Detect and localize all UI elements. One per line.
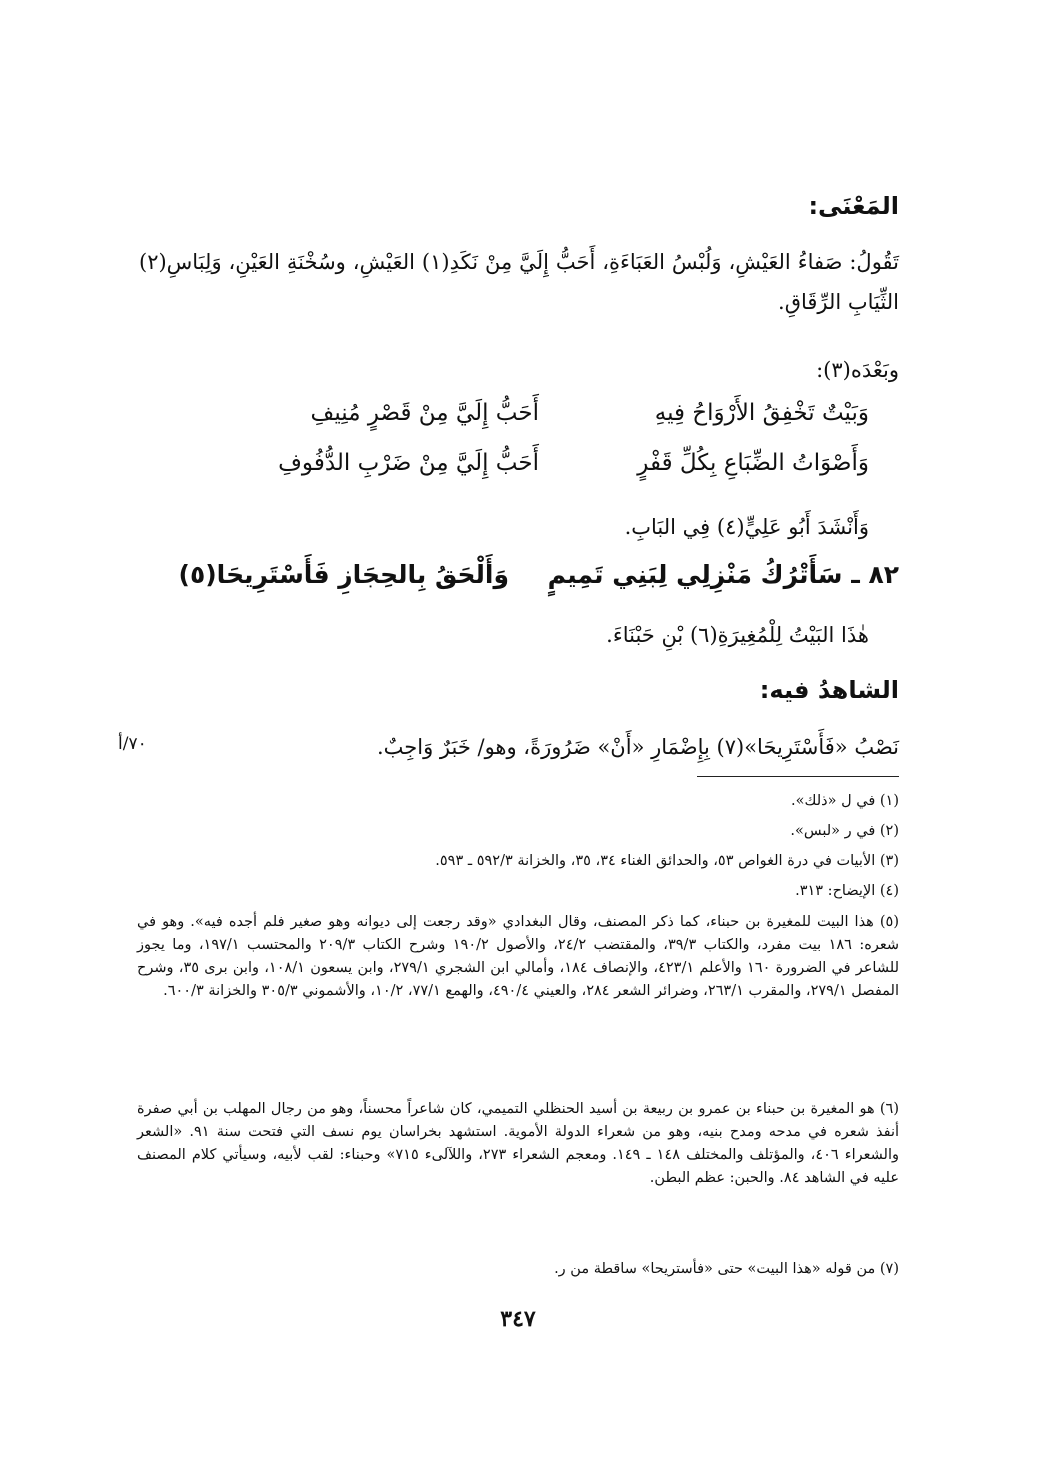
footnote-2: (٢) في ر «لبس». <box>790 823 899 839</box>
footnote-5: (٥) هذا البيت للمغيرة بن حبناء، كما ذكر المصنف، وقال البغدادي «وقد رجعت إلى ديوانه وهو صغير فلم أجده فيه». وهو في شعره: ١٨٦ بيت مفرد، والكتاب ٣٩/٣، والمقتضب ٢٤/٢، والأصول ١٩٠/٢ وشرح الكتاب ٢٠٩/٣ والمحتسب ١٩٧/١، وما يجوز للشاعر في الضرورة ١٦٠ والأعلم ٤٢٣/١، والإنصاف ١٨٤، وأمالي ابن الشجري ٢٧٩/١، وابن يسعون ١٠٨/١، وابن برى ٣٥، وشرح المفصل ٢٧٩/١، والمقرب ٢٦٣/١، وضرائر الشعر ٢٨٤، والعيني ٤٩٠/٤، والهمع ٧٧/١، ١٠/٢، والأشموني ٣٠٥/٣ والخزانة ٦٠٠/٣. <box>137 914 900 999</box>
footnote-6: (٦) هو المغيرة بن حبناء بن عمرو بن ربيعة بن أسيد الحنظلي التميمي، كان شاعراً محسناً، وهو من رجال المهلب بن أبي صفرة أنفذ شعره في مدحه ومدح بنيه، وهو من شعراء الدولة الأموية. استشهد بخراسان يوم نسف التي فتحت سنة ٩١. «الشعر والشعراء ٤٠٦، والمؤتلف والمختلف ١٤٨ ـ ١٤٩. ومعجم الشعراء ٢٧٣، واللآلىء ٧١٥» وحبناء: لقب لأبيه، وسيأتي كلام المصنف عليه في الشاهد ٨٤. والحبن: عظم البطن. <box>137 1101 900 1186</box>
section-heading-meaning: المَعْنَى: <box>808 192 899 220</box>
margin-folio-reference: ٧٠/أ <box>118 734 147 754</box>
verse-1-hemistich-right: وَبَيْتٌ تَخْفِقُ الأَرْوَاحُ فِيهِ <box>654 400 869 426</box>
verse-1-hemistich-left: أَحَبُّ إِلَيَّ مِنْ قَصْرٍ مُنِيفِ <box>310 400 539 426</box>
footnote-1: (١) في ل «ذلك». <box>791 793 899 809</box>
verse-2-hemistich-left: أَحَبُّ إِلَيَّ مِنْ ضَرْبِ الدُّفُوفِ <box>278 450 539 476</box>
verse-82-hemistich-left: وَأَلْحَقُ بِالحِجَازِ فَأَسْتَرِيحَا(٥) <box>178 560 509 589</box>
attribution-line: هٰذَا البَيْتُ لِلْمُغِيرَةِ(٦) بْنِ حَبْنَاءَ. <box>606 623 869 647</box>
page-number: ٣٤٧ <box>500 1306 536 1332</box>
footnote-3: (٣) الأبيات في درة الغواص ٥٣، والحدائق الغناء ٣٤، ٣٥، والخزانة ٥٩٢/٣ ـ ٥٩٣. <box>435 853 899 869</box>
meaning-paragraph: تَقُولُ: صَفاءُ العَيْشِ، وَلُبْسُ العَبَاءَةِ، أَحَبُّ إِلَيَّ مِنْ نَكَدِ(١) العَيْشِ، وسُخْنَةِ العَيْنِ، وَلِبَاسِ(٢) الثِّيَابِ الرِّقَاقِ. <box>139 250 900 314</box>
evidence-line: نَصْبُ «فَأَسْتَرِيحَا»(٧) بِإِضْمَارِ «أَنْ» ضَرُورَةً، وهو/ خَبَرٌ وَاجِبٌ. <box>376 735 899 759</box>
recited-line: وَأَنْشَدَ أَبُو عَلِيٍّ(٤) فِي البَابِ. <box>624 515 869 539</box>
verse-2-hemistich-right: وَأَصْوَاتُ الضِّبَاعِ بِكُلِّ قَفْرٍ <box>637 450 869 476</box>
footnote-separator <box>697 776 899 777</box>
footnote-7: (٧) من قوله «هذا البيت» حتى «فأستريحا» ساقطة من ر. <box>554 1261 899 1277</box>
after-label: وبَعْدَه(٣): <box>816 358 899 382</box>
footnote-4: (٤) الإيضاح: ٣١٣. <box>795 883 899 899</box>
section-heading-evidence: الشاهدُ فيه: <box>759 676 899 704</box>
verse-82-hemistich-right: ٨٢ ـ سَأَتْرُكُ مَنْزِلِي لِبَنِي تَمِيمٍ <box>547 560 899 589</box>
